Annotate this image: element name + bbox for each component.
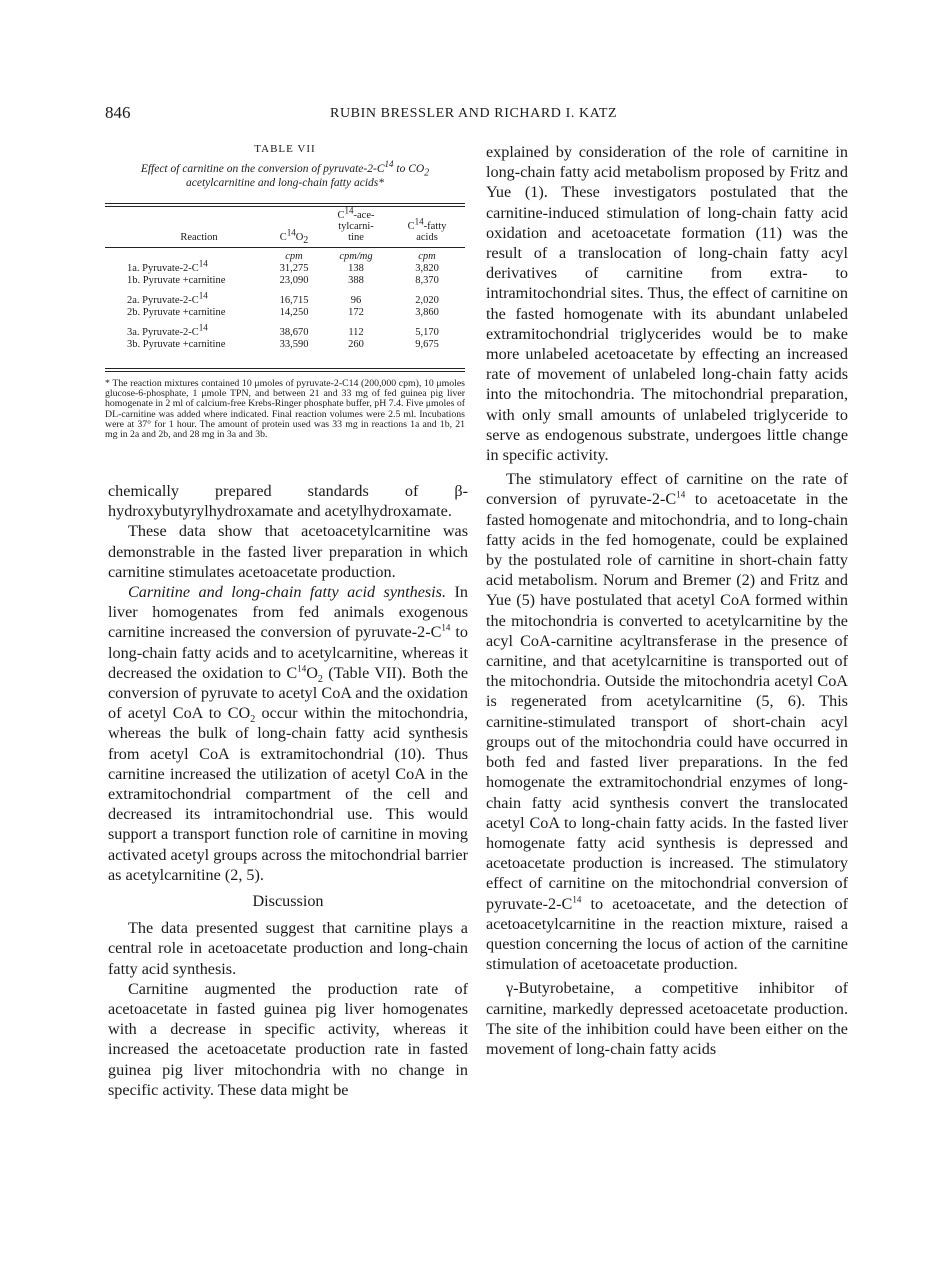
paragraph: These data show that acetoacetylcarnitine was demonstrable in the fasted liver preparation in which carnitine stimulates acetoacetate production. xyxy=(108,522,468,581)
cell-fatty: 3,820 xyxy=(415,263,439,274)
cell-fatty: 5,170 xyxy=(415,327,439,338)
table-row xyxy=(105,307,465,319)
section-heading: Carnitine and long-chain fatty acid synthesis. xyxy=(128,583,447,602)
table-row xyxy=(105,339,465,351)
row-label: 3a. Pyruvate-$2-C^{14}$ xyxy=(127,322,208,338)
table-bottom-rule xyxy=(105,368,465,369)
row-label: 1a. Pyruvate-$2-C^{14}$ xyxy=(127,258,208,274)
cell-fatty: 9,675 xyxy=(415,339,439,350)
cell-acetyl: 388 xyxy=(348,275,364,286)
cell-co2: 33,590 xyxy=(279,339,309,350)
table-row xyxy=(105,263,465,275)
paragraph: chemically prepared standards of β-hydroxybutyrylhydroxamate and acetylhydroxamate. xyxy=(108,482,468,521)
cell-fatty: 8,370 xyxy=(415,275,439,286)
cell-co2: 31,275 xyxy=(279,263,309,274)
cell-fatty: 3,860 xyxy=(415,307,439,318)
cell-acetyl: 260 xyxy=(348,339,364,350)
paragraph: Carnitine and long-chain fatty acid synthesis. In liver homogenates from fed animals exogenous carnitine increased the conversion of pyruvate-$2-C^{14}$ to long-chain fatty acids and to acetylcarnitine, whereas it decreased the oxidation to $C^{14}O_2$ (Table VII). Both the conversion of pyruvate to acetyl CoA and the oxidation of acetyl CoA to $CO_2$ occur within the mitochondria, whereas the bulk of long-chain fatty acid synthesis from acetyl CoA is extramitochondrial (10). Thus carnitine increased the utilization of acetyl CoA in the extramitochondrial compartment of the cell and decreased its intramitochondrial use. This would support a transport function role of carnitine in moving activated acetyl groups across the mitochondrial barrier as acetylcarnitine (2, 5). xyxy=(108,583,468,884)
table-units-row xyxy=(105,248,465,264)
cell-co2: 14,250 xyxy=(279,307,309,318)
table-row xyxy=(105,287,465,307)
row-label: 2b. Pyruvate +carnitine xyxy=(127,307,226,318)
table-title: TABLE VII xyxy=(254,143,316,155)
table-bottom-rule-2 xyxy=(105,371,465,372)
cell-acetyl: 172 xyxy=(348,307,364,318)
cell-acetyl: 138 xyxy=(348,263,364,274)
col-header-reaction: Reaction xyxy=(180,232,218,243)
row-label: 2a. Pyruvate-$2-C^{14}$ xyxy=(127,290,208,306)
cell-fatty: 2,020 xyxy=(415,295,439,306)
cell-co2: 16,715 xyxy=(279,295,309,306)
cell-acetyl: 96 xyxy=(350,295,362,306)
table-caption: Effect of carnitine on the conversion of pyruvate-$2-C^{14}$ to $CO_2$ acetylcarnitine and long-chain fatty acids* xyxy=(140,159,430,189)
cell-co2: 38,670 xyxy=(279,327,309,338)
table-row xyxy=(105,319,465,339)
table-row xyxy=(105,275,465,287)
right-column xyxy=(486,142,848,1059)
cell-co2: 23,090 xyxy=(279,275,309,286)
paragraph: Carnitine augmented the production rate of acetoacetate in fasted guinea pig liver homogenates with a decrease in specific activity, whereas it increased the acetoacetate production rate in fasted guinea pig liver mitochondria with no change in specific activity. These data might be xyxy=(108,979,468,1099)
unit-fatty: cpm xyxy=(418,251,436,262)
unit-acetyl: cpm/mg xyxy=(339,251,373,262)
col-header-fatty-acids: $C^{14}$-fatty acids xyxy=(407,216,447,243)
discussion-heading: Discussion xyxy=(252,892,324,911)
col-header-co2: $C^{14}O_2$ xyxy=(279,227,309,247)
paragraph: explained by consideration of the role of carnitine in long-chain fatty acid metabolism proposed by Fritz and Yue (1). These investigators postulated that the carnitine-induced stimulation of long-chain fatty acid oxidation and acetoacetate formation (11) was the result of a translocation of long-chain fatty acyl derivatives of carnitine from extra- to intramitochondrial sites. Thus, the effect of carnitine on the fasted homogenate with its abundant unlabeled extramitochondrial triglycerides would be to make more unlabeled acetoacetate by effecting an increased rate of movement of unlabeled long-chain fatty acids into the mitochondria. The mitochondrial preparation, with only small amounts of unlabeled triglyceride to serve as endogenous substrate, undergoes little change in specific activity. xyxy=(486,143,848,465)
paragraph: The stimulatory effect of carnitine on the rate of conversion of pyruvate-$2-C^{14}$ to acetoacetate in the fasted homogenate and mitochondria, and to long-chain fatty acids in the fed homogenate, could be explained by the postulated role of carnitine in short-chain fatty acid metabolism. Norum and Bremer (2) and Fritz and Yue (5) have postulated that acetyl CoA formed within the mitochondria is converted to acetylcarnitine by the acyl CoA-carnitine acyltransferase in the presence of carnitine, and that acetylcarnitine is transported out of the mitochondria. Outside the mitochondria acetyl CoA is regenerated from acetylcarnitine (5, 6). This carnitine-stimulated transport of short-chain acyl groups out of the mitochondria could have occurred in both fed and fasted liver preparations. In the fed homogenate the extramitochondrial enzymes of long-chain fatty acid synthesis convert the translocated acetyl CoA to long-chain fatty acids. In the fasted liver homogenate fatty acid synthesis is depressed and acetoacetate production is increased. The stimulatory effect of carnitine on the mitochondrial conversion of pyruvate-$2-C^{14}$ to acetoacetate, and the detection of acetoacetylcarnitine in the reaction mixture, raised a question concerning the locus of action of the carnitine stimulation of acetoacetate production. xyxy=(486,470,848,974)
data-table xyxy=(105,205,465,351)
left-column xyxy=(108,481,468,1100)
row-label: 1b. Pyruvate +carnitine xyxy=(127,275,226,286)
paragraph: γ-Butyrobetaine, a competitive inhibitor of carnitine, markedly depressed acetoacetate production. The site of the inhibition could have been either on the movement of long-chain fatty acids xyxy=(486,979,848,1058)
unit-co2: cpm xyxy=(285,251,303,262)
table-top-rule xyxy=(105,203,465,204)
paragraph: The data presented suggest that carnitine plays a central role in acetoacetate production and long-chain fatty acid synthesis. xyxy=(108,919,468,978)
running-head: RUBIN BRESSLER AND RICHARD I. KATZ xyxy=(330,106,618,121)
table-top-rule-2 xyxy=(105,206,465,207)
table-header-row xyxy=(105,210,465,248)
page-number: 846 xyxy=(105,103,131,122)
table-footnote: * The reaction mixtures contained 10 μmoles of pyruvate-2-C14 (200,000 cpm), 10 μmoles glucose-6-phosphate, 1 μmole TPN, and between 21 and 33 mg of fed guinea pig liver homogenate in 2 ml of calcium-free Krebs-Ringer phosphate buffer, pH 7.4. Five μmoles of DL-carnitine was added where indicated. Final reaction volumes were 2.5 ml. Incubations were at 37° for 1 hour. The amount of protein used was 33 mg in reactions 1a and 1b, 21 mg in 2a and 2b, and 28 mg in 3a and 3b. xyxy=(105,378,465,441)
cell-acetyl: 112 xyxy=(348,327,364,338)
row-label: 3b. Pyruvate +carnitine xyxy=(127,339,226,350)
col-header-acetylcarnitine: $C^{14}-ace-$ tylcarni- tine xyxy=(337,205,375,243)
